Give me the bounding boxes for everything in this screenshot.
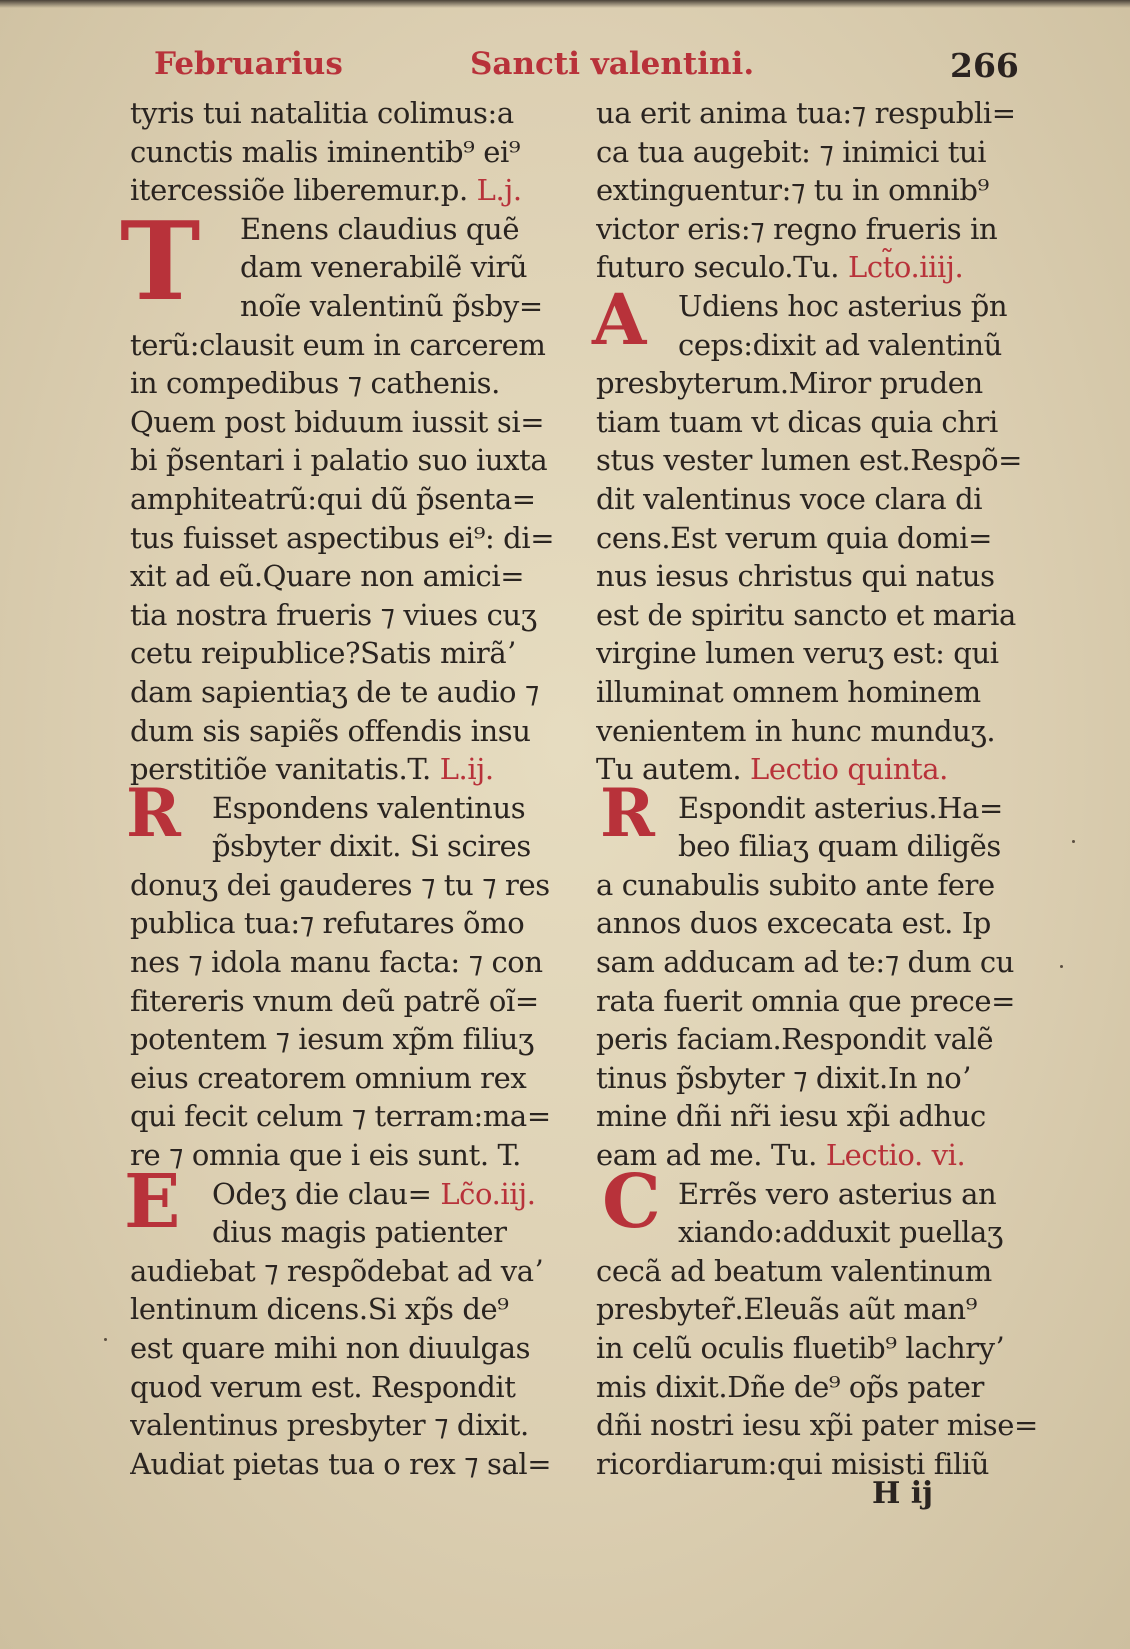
text-line bbox=[596, 287, 1046, 326]
line-text: virgine lumen veruʒ est: qui bbox=[596, 636, 999, 671]
line-text: publica tua:⁊ refutares õmo bbox=[130, 906, 525, 941]
rubric-lectio-marker: Lct̃o.iiij. bbox=[847, 250, 964, 285]
text-line bbox=[130, 403, 585, 442]
text-line bbox=[130, 557, 585, 596]
line-text: ua erit anima tua:⁊ respubli= bbox=[596, 96, 1016, 130]
line-text: fitereris vnum deũ patrẽ oĩ= bbox=[130, 983, 539, 1018]
line-text: in compedibus ⁊ cathenis. bbox=[130, 366, 500, 401]
text-line bbox=[596, 94, 1046, 133]
line-text: venientem in hunc munduʒ. bbox=[596, 713, 996, 748]
line-text: xit ad eũ.Quare non amici= bbox=[130, 559, 525, 594]
line-text: rata fuerit omnia que prece= bbox=[596, 983, 1016, 1018]
line-text: potentem ⁊ iesum xp̃m filiuʒ bbox=[130, 1022, 534, 1057]
text-line bbox=[596, 1020, 1046, 1059]
rubric-lectio-marker: Lc̃o.iij. bbox=[440, 1176, 536, 1211]
line-text: mine dñi nr̃i iesu xp̃i adhuc bbox=[596, 1099, 986, 1134]
text-line bbox=[596, 982, 1046, 1021]
line-text: tinus p̃sbyter ⁊ dixit.In noʼ bbox=[596, 1060, 971, 1095]
text-line bbox=[130, 789, 585, 828]
line-text: bi p̃sentari i palatio suo iuxta bbox=[130, 443, 548, 478]
line-text: beo filiaʒ quam diligẽs bbox=[678, 829, 1001, 864]
line-text: qui fecit celum ⁊ terram:ma= bbox=[130, 1099, 551, 1134]
line-text: re ⁊ omnia que i eis sunt. T. bbox=[130, 1138, 521, 1173]
signature-mark: H ij bbox=[872, 1476, 934, 1511]
line-text: donuʒ dei gauderes ⁊ tu ⁊ res bbox=[130, 867, 550, 902]
line-text: Audiat pietas tua o rex ⁊ sal= bbox=[130, 1446, 552, 1481]
line-text: valentinus presbyter ⁊ dixit. bbox=[130, 1408, 529, 1443]
line-text: dit valentinus voce clara di bbox=[596, 481, 983, 516]
line-text: cetu reipublice?Satis mirãʼ bbox=[130, 636, 516, 671]
text-line bbox=[596, 248, 1046, 287]
text-line bbox=[130, 1252, 585, 1291]
line-text: itercessiõe liberemur.p. bbox=[130, 173, 468, 208]
text-line bbox=[596, 210, 1046, 249]
text-line bbox=[130, 866, 585, 905]
text-line bbox=[130, 1213, 585, 1252]
text-line bbox=[596, 403, 1046, 442]
text-line bbox=[596, 866, 1046, 905]
line-text: eam ad me. Tu. bbox=[596, 1138, 817, 1173]
line-text: amphiteatrũ:qui dũ p̃senta= bbox=[130, 481, 536, 516]
text-line bbox=[596, 1290, 1046, 1329]
line-text: futuro seculo.Tu. bbox=[596, 250, 840, 285]
paper-speck bbox=[1060, 965, 1063, 968]
line-text: Enens claudius quẽ bbox=[240, 211, 520, 246]
text-line bbox=[596, 943, 1046, 982]
page-edge-shadow bbox=[0, 0, 1130, 8]
initial-letter-r-right: R bbox=[600, 774, 655, 852]
text-line bbox=[596, 171, 1046, 210]
line-text: presbyter̃.Eleuãs aũt man⁹ bbox=[596, 1292, 977, 1327]
text-line bbox=[130, 1059, 585, 1098]
line-text: mis dixit.Dñe de⁹ op̃s pater bbox=[596, 1369, 984, 1404]
line-text: cens.Est verum quia domi= bbox=[596, 520, 993, 555]
text-line bbox=[596, 673, 1046, 712]
line-text: ca tua augebit: ⁊ inimici tui bbox=[596, 134, 987, 169]
text-line bbox=[596, 441, 1046, 480]
rubric-lectio-marker: L.ij. bbox=[439, 752, 494, 787]
text-line bbox=[596, 326, 1046, 365]
line-text: terũ:clausit eum in carcerem bbox=[130, 327, 546, 362]
text-line bbox=[596, 1097, 1046, 1136]
line-text: dius magis patienter bbox=[212, 1215, 507, 1250]
line-text: tus fuisset aspectibus ei⁹: di= bbox=[130, 520, 555, 555]
text-line bbox=[130, 1290, 585, 1329]
text-line bbox=[596, 480, 1046, 519]
line-text: sam adducam ad te:⁊ dum cu bbox=[596, 945, 1015, 980]
line-text: stus vester lumen est.Respõ= bbox=[596, 443, 1023, 478]
text-line bbox=[596, 1368, 1046, 1407]
text-line bbox=[596, 1059, 1046, 1098]
text-line bbox=[596, 133, 1046, 172]
line-text: p̃sbyter dixit. Si scires bbox=[212, 829, 531, 864]
text-line bbox=[130, 1175, 585, 1214]
line-text: tyris tui natalitia colimus:a bbox=[130, 96, 514, 130]
text-line bbox=[596, 789, 1046, 828]
text-line bbox=[130, 1329, 585, 1368]
text-line bbox=[130, 750, 585, 789]
text-line bbox=[596, 750, 1046, 789]
text-line bbox=[596, 827, 1046, 866]
text-line bbox=[130, 480, 585, 519]
rubric-lectio-marker: L.j. bbox=[476, 173, 522, 208]
rubric-lectio-marker: Lectio. vi. bbox=[825, 1138, 966, 1173]
line-text: annos duos excecata est. Ip bbox=[596, 906, 991, 941]
line-text: quod verum est. Respondit bbox=[130, 1369, 516, 1404]
line-text: Tu autem. bbox=[596, 752, 742, 787]
text-line bbox=[596, 557, 1046, 596]
right-text-column bbox=[596, 94, 1046, 1483]
line-text: tia nostra frueris ⁊ viues cuʒ bbox=[130, 597, 537, 632]
line-text: Espondens valentinus bbox=[212, 790, 526, 825]
line-text: in celũ oculis fluetib⁹ lachryʼ bbox=[596, 1331, 1004, 1365]
text-line bbox=[596, 1136, 1046, 1175]
paper-speck bbox=[104, 1338, 107, 1341]
text-line bbox=[130, 441, 585, 480]
initial-letter-c: C bbox=[602, 1159, 661, 1245]
text-line bbox=[130, 673, 585, 712]
text-line bbox=[130, 364, 585, 403]
header-month: Februarius bbox=[154, 46, 343, 82]
text-line bbox=[596, 596, 1046, 635]
line-text: Errẽs vero asterius an bbox=[678, 1176, 997, 1211]
text-line bbox=[130, 634, 585, 673]
line-text: presbyterum.Miror pruden bbox=[596, 366, 983, 401]
text-line bbox=[596, 1213, 1046, 1252]
text-line bbox=[596, 1175, 1046, 1214]
text-line bbox=[130, 827, 585, 866]
line-text: dum sis sapiẽs offendis insu bbox=[130, 713, 531, 748]
line-text: ceps:dixit ad valentinũ bbox=[678, 327, 1002, 362]
text-line bbox=[596, 1406, 1046, 1445]
line-text: cunctis malis iminentib⁹ ei⁹ bbox=[130, 134, 521, 169]
line-text: est quare mihi non diuulgas bbox=[130, 1331, 531, 1365]
initial-letter-e: E bbox=[124, 1159, 181, 1245]
line-text: perstitiõe vanitatis.T. bbox=[130, 752, 431, 787]
initial-letter-a: A bbox=[592, 278, 647, 361]
header-feast: Sancti valentini. bbox=[470, 46, 755, 82]
text-line bbox=[130, 1097, 585, 1136]
text-line bbox=[596, 519, 1046, 558]
line-text: peris faciam.Respondit valẽ bbox=[596, 1022, 994, 1057]
line-text: extinguentur:⁊ tu in omnib⁹ bbox=[596, 173, 989, 208]
line-text: Espondit asterius.Ha= bbox=[678, 790, 1003, 825]
text-line bbox=[130, 519, 585, 558]
text-line bbox=[130, 982, 585, 1021]
text-line bbox=[596, 1252, 1046, 1291]
line-text: dñi nostri iesu xp̃i pater mise= bbox=[596, 1408, 1038, 1443]
text-line bbox=[596, 712, 1046, 751]
line-text: nes ⁊ idola manu facta: ⁊ con bbox=[130, 945, 543, 980]
text-line bbox=[130, 904, 585, 943]
line-text: lentinum dicens.Si xp̃s de⁹ bbox=[130, 1292, 509, 1327]
line-text: noĩe valentinũ p̃sby= bbox=[240, 288, 543, 323]
line-text: Quem post biduum iussit si= bbox=[130, 404, 545, 439]
running-header bbox=[150, 46, 1040, 96]
line-text: Udiens hoc asterius p̃n bbox=[678, 288, 1008, 323]
line-text: Odeʒ die clau= bbox=[212, 1176, 432, 1211]
text-line bbox=[596, 1329, 1046, 1368]
line-text: dam venerabilẽ virũ bbox=[240, 250, 528, 285]
line-text: ricordiarum:qui misisti filiũ bbox=[596, 1446, 989, 1481]
line-text: nus iesus christus qui natus bbox=[596, 559, 995, 594]
line-text: tiam tuam vt dicas quia chri bbox=[596, 404, 998, 439]
rubric-lectio-marker: Lectio quinta. bbox=[749, 752, 948, 787]
initial-letter-t: T bbox=[120, 199, 201, 325]
paper-speck bbox=[1072, 840, 1075, 843]
initial-letter-r-left: R bbox=[126, 774, 181, 852]
text-line bbox=[596, 904, 1046, 943]
text-line bbox=[130, 1136, 585, 1175]
text-line bbox=[130, 326, 585, 365]
line-text: xiando:adduxit puellaʒ bbox=[678, 1215, 1003, 1250]
line-text: est de spiritu sancto et maria bbox=[596, 597, 1016, 632]
text-line bbox=[130, 596, 585, 635]
text-line bbox=[130, 1368, 585, 1407]
line-text: victor eris:⁊ regno frueris in bbox=[596, 211, 998, 246]
text-line bbox=[130, 712, 585, 751]
line-text: cecã ad beatum valentinum bbox=[596, 1253, 992, 1288]
text-line bbox=[130, 133, 585, 172]
text-line bbox=[596, 634, 1046, 673]
line-text: illuminat omnem hominem bbox=[596, 674, 981, 709]
text-line bbox=[596, 1445, 1046, 1484]
text-line bbox=[596, 364, 1046, 403]
line-text: dam sapientiaʒ de te audio ⁊ bbox=[130, 674, 539, 709]
text-line bbox=[130, 1020, 585, 1059]
text-line bbox=[130, 1445, 585, 1484]
line-text: audiebat ⁊ respõdebat ad vaʼ bbox=[130, 1253, 543, 1288]
text-line bbox=[130, 943, 585, 982]
text-line bbox=[130, 1406, 585, 1445]
line-text: a cunabulis subito ante fere bbox=[596, 867, 995, 902]
text-line bbox=[130, 94, 585, 133]
line-text: eius creatorem omnium rex bbox=[130, 1060, 527, 1095]
page-number: 266 bbox=[950, 46, 1019, 85]
